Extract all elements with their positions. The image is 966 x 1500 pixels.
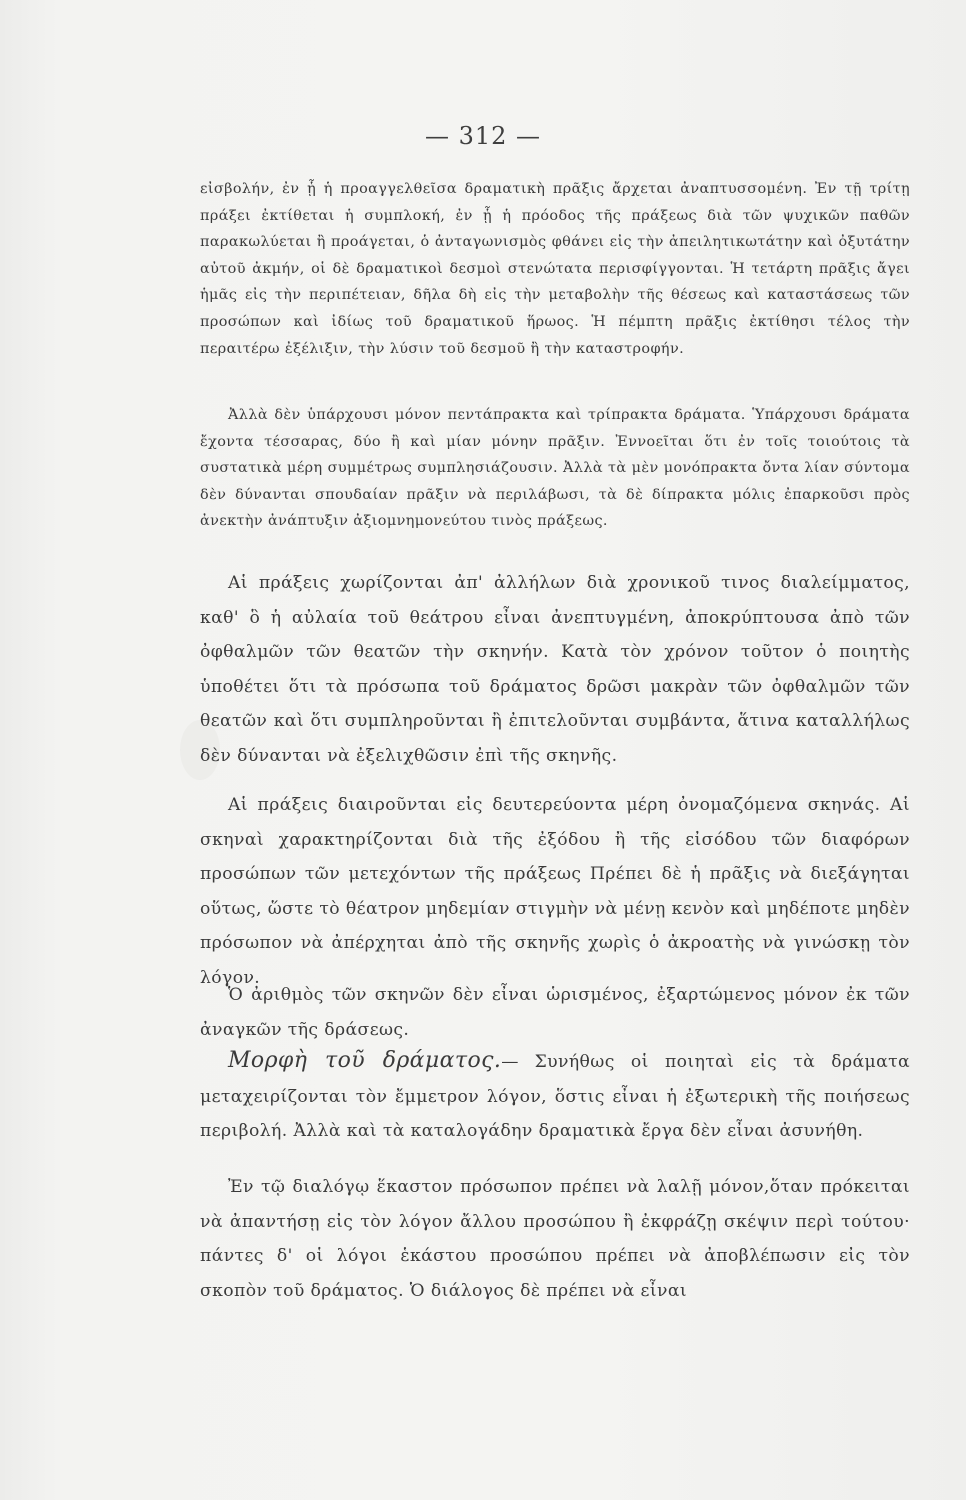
page-number: — 312 — (424, 122, 542, 150)
paragraph-4: Αἱ πράξεις διαιροῦνται εἰς δευτερεύοντα μέρη ὀνομαζόμενα σκηνάς. Αἱ σκηναὶ χαρακτηρίζονται διὰ τῆς ἐξόδου ἢ τῆς εἰσόδου τῶν διαφόρων προσώπων τῶν μετεχόντων τῆς πράξεως Πρέπει δὲ ἡ πρᾶξις νὰ διεξάγηται οὕτως, ὥστε τὸ θέατρον μηδεμίαν στιγμὴν νὰ μένῃ κενὸν καὶ μηδέποτε μηδὲν πρόσωπον νὰ ἀπέρχηται ἀπὸ τῆς σκηνῆς χωρὶς ὁ ἀκροατὴς νὰ γινώσκῃ τὸν λόγον. (200, 795, 910, 988)
paragraph-5: Ὁ ἀριθμὸς τῶν σκηνῶν δὲν εἶναι ὡρισμένος, ἐξαρτώμενος μόνον ἐκ τῶν ἀναγκῶν τῆς δράσεως. (200, 985, 910, 1040)
section-heading: Μορφὴ τοῦ δράματος. (228, 1048, 502, 1073)
paragraph-7: Ἐν τῷ διαλόγῳ ἕκαστον πρόσωπον πρέπει νὰ λαλῇ μόνον,ὅταν πρόκειται νὰ ἀπαντήσῃ εἰς τὸν λόγον ἄλλου προσώπου ἢ ἐκφράζῃ σκέψιν περὶ τούτου· πάντες δ' οἱ λόγοι ἑκάστου προσώπου πρέπει νὰ ἀποβλέπωσιν εἰς τὸν σκοπὸν τοῦ δράματος. Ὁ διάλογος δὲ πρέπει νὰ εἶναι (200, 1177, 910, 1301)
paragraph-6-body: Συνήθως οἱ ποιηταὶ εἰς τὰ δράματα μεταχειρίζονται τὸν ἔμμετρον λόγον, ὅστις εἶναι ἡ ἐξωτερικὴ τῆς ποιήσεως περιβολή. Ἀλλὰ καὶ τὰ καταλογάδην δραματικὰ ἔργα δὲν εἶναι ἀσυνήθη. (200, 1052, 910, 1141)
paragraph-1: εἰσβολήν, ἐν ᾗ ἡ προαγγελθεῖσα δραματικὴ πρᾶξις ἄρχεται ἀναπτυσσομένη. Ἐν τῇ τρίτῃ πράξει ἐκτίθεται ἡ συμπλοκή, ἐν ᾗ ἡ πρόοδος τῆς πράξεως διὰ τῶν ψυχικῶν παθῶν παρακωλύεται ἢ προάγεται, ὁ ἀνταγωνισμὸς φθάνει εἰς τὴν ἀπειλητικωτάτην καὶ ὀξυτάτην αὐτοῦ ἀκμήν, οἱ δὲ δραματικοὶ δεσμοὶ στενώτατα περισφίγγονται. Ἡ τετάρτη πρᾶξις ἄγει ἡμᾶς εἰς τὴν περιπέτειαν, δῆλα δὴ εἰς τὴν μεταβολὴν τῆς θέσεως καὶ καταστάσεως τῶν προσώπων καὶ ἰδίως τοῦ δραματικοῦ ἥρωος. Ἡ πέμπτη πρᾶξις ἐκτίθησι τέλος τὴν περαιτέρω ἐξέλιξιν, τὴν λύσιν τοῦ δεσμοῦ ἢ τὴν καταστροφήν. (200, 181, 910, 357)
heading-dash: — (501, 1052, 519, 1072)
paragraph-2: Ἀλλὰ δὲν ὑπάρχουσι μόνον πεντάπρακτα καὶ τρίπρακτα δράματα. Ὑπάρχουσι δράματα ἔχοντα τέσσαρας, δύο ἢ καὶ μίαν μόνην πρᾶξιν. Ἐννοεῖται ὅτι ἐν τοῖς τοιούτοις τὰ συστατικὰ μέρη συμμέτρως συμπλησιάζουσιν. Ἀλλὰ τὰ μὲν μονόπρακτα ὄντα λίαν σύντομα δὲν δύνανται σπουδαίαν πρᾶξιν νὰ περιλάβωσι, τὰ δὲ δίπρακτα μόλις ἐπαρκοῦσι πρὸς ἀνεκτὴν ἀνάπτυξιν ἀξιομνημονεύτου τινὸς πράξεως. (200, 407, 910, 530)
paragraph-3: Αἱ πράξεις χωρίζονται ἀπ' ἀλλήλων διὰ χρονικοῦ τινος διαλείμματος, καθ' ὃ ἡ αὐλαία τοῦ θεάτρου εἶναι ἀνεπτυγμένη, ἀποκρύπτουσα ἀπὸ τῶν ὀφθαλμῶν τῶν θεατῶν τὴν σκηνήν. Κατὰ τὸν χρόνον τοῦτον ὁ ποιητὴς ὑποθέτει ὅτι τὰ πρόσωπα τοῦ δράματος δρῶσι μακρὰν τῶν ὀφθαλμῶν τῶν θεατῶν καὶ ὅτι συμπληροῦνται ἢ ἐπιτελοῦνται συμβάντα, ἅτινα καταλλήλως δὲν δύνανται νὰ ἐξελιχθῶσιν ἐπὶ τῆς σκηνῆς. (200, 573, 910, 766)
paragraph-6 (200, 1044, 910, 1149)
